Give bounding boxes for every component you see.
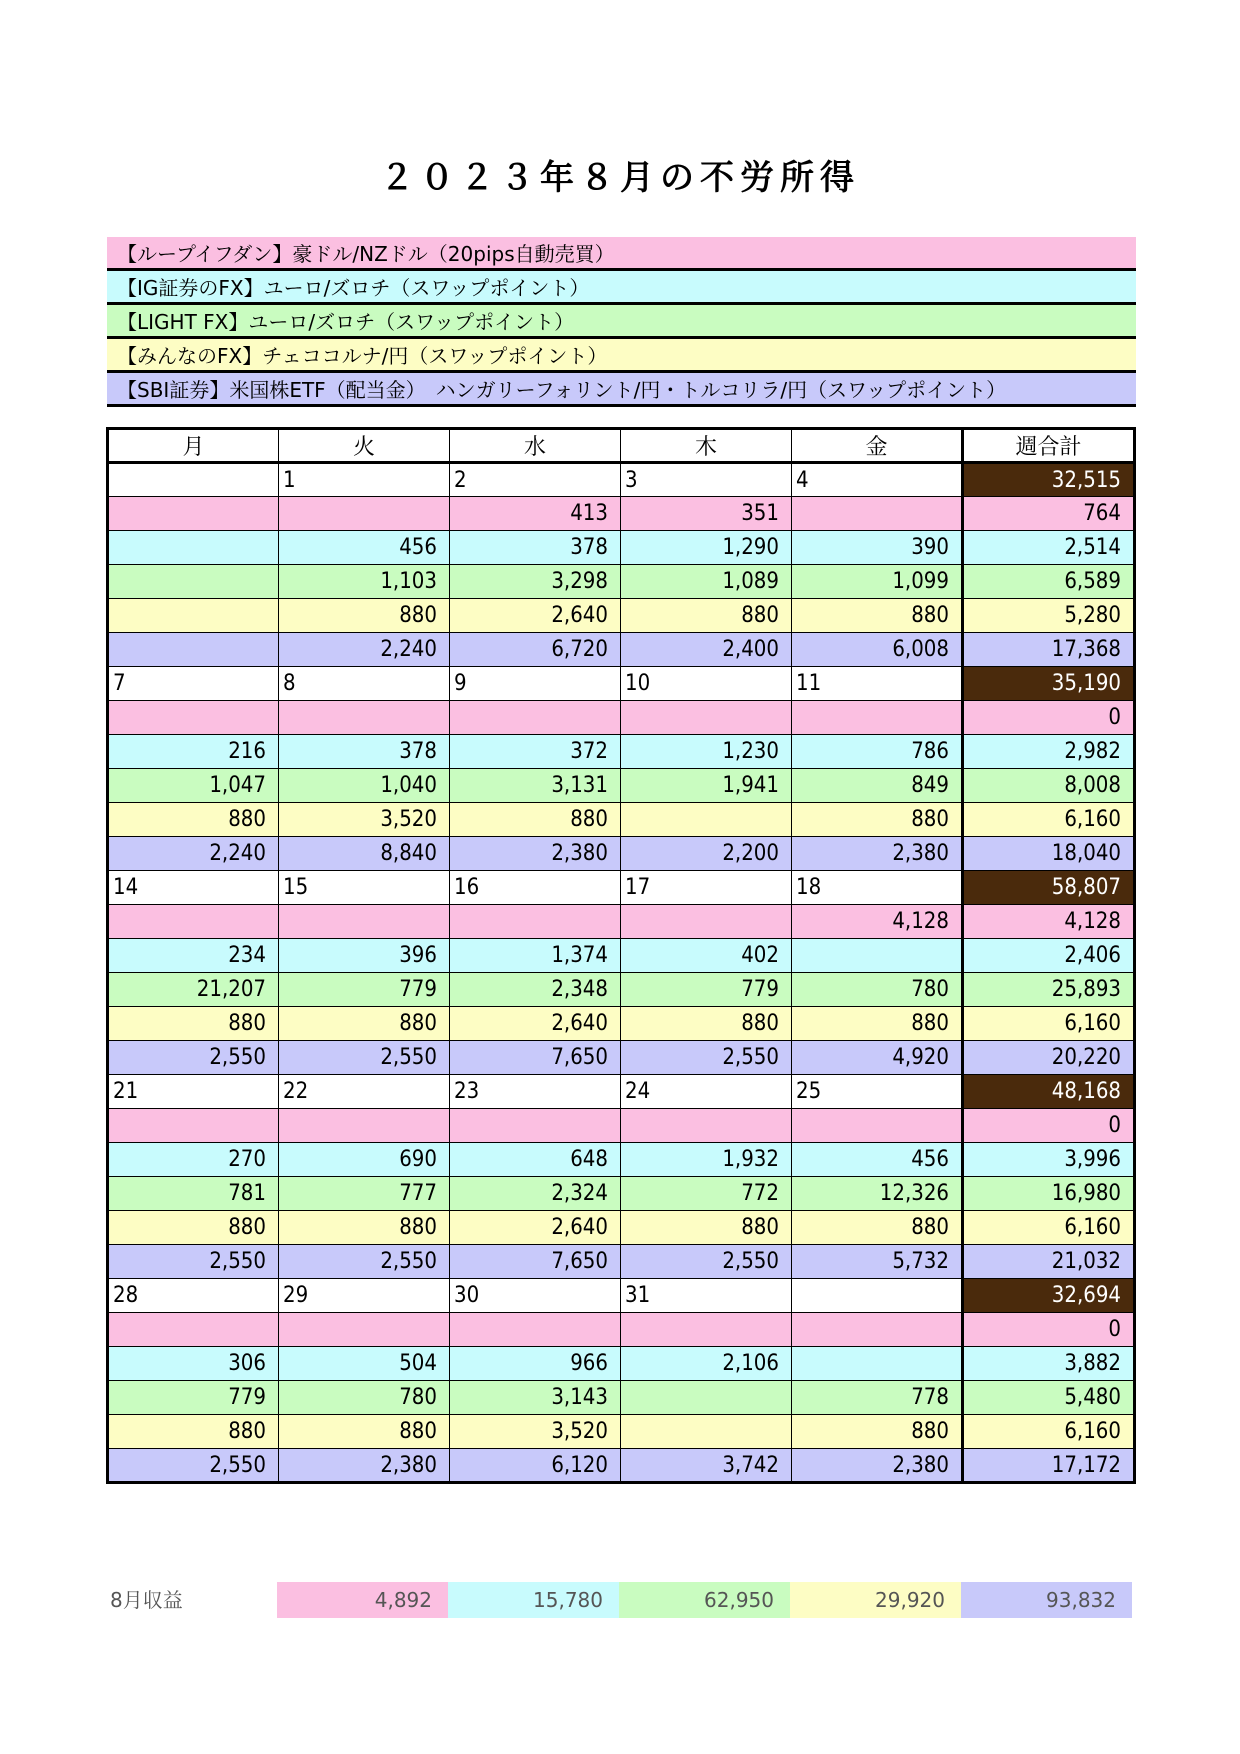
income-row-minna-fx bbox=[108, 1415, 1135, 1449]
value-cell: 880 bbox=[108, 1415, 279, 1449]
value-cell bbox=[792, 701, 963, 735]
value-cell bbox=[621, 1313, 792, 1347]
value-cell bbox=[108, 633, 279, 667]
row-total-cell: 25,893 bbox=[963, 973, 1135, 1007]
week-total-cell: 35,190 bbox=[963, 667, 1135, 701]
legend-item-light-fx: 【LIGHT FX】ユーロ/ズロチ（スワップポイント） bbox=[107, 305, 1136, 339]
value-cell: 4,128 bbox=[792, 905, 963, 939]
date-cell: 18 bbox=[792, 871, 963, 905]
value-cell: 778 bbox=[792, 1381, 963, 1415]
value-cell: 2,400 bbox=[621, 633, 792, 667]
legend-item-minna-fx: 【みんなのFX】チェココルナ/円（スワップポイント） bbox=[107, 339, 1136, 373]
value-cell: 372 bbox=[450, 735, 621, 769]
row-total-cell: 0 bbox=[963, 1109, 1135, 1143]
row-total-cell: 6,160 bbox=[963, 1007, 1135, 1041]
value-cell bbox=[792, 497, 963, 531]
value-cell: 3,520 bbox=[450, 1415, 621, 1449]
row-total-cell: 0 bbox=[963, 701, 1135, 735]
income-row-sbi bbox=[108, 1449, 1135, 1483]
monthly-summary bbox=[106, 1582, 1132, 1618]
value-cell bbox=[621, 1109, 792, 1143]
value-cell: 648 bbox=[450, 1143, 621, 1177]
value-cell: 779 bbox=[279, 973, 450, 1007]
value-cell: 2,324 bbox=[450, 1177, 621, 1211]
value-cell: 2,380 bbox=[792, 1449, 963, 1483]
income-row-ig-fx bbox=[108, 1347, 1135, 1381]
value-cell bbox=[792, 939, 963, 973]
value-cell: 2,550 bbox=[108, 1449, 279, 1483]
value-cell: 779 bbox=[621, 973, 792, 1007]
value-cell: 7,650 bbox=[450, 1245, 621, 1279]
date-cell: 3 bbox=[621, 463, 792, 497]
income-row-loopifdan bbox=[108, 497, 1135, 531]
value-cell bbox=[108, 1109, 279, 1143]
date-cell: 10 bbox=[621, 667, 792, 701]
date-cell: 23 bbox=[450, 1075, 621, 1109]
income-row-ig-fx bbox=[108, 1143, 1135, 1177]
income-row-ig-fx bbox=[108, 531, 1135, 565]
value-cell bbox=[450, 1109, 621, 1143]
value-cell: 306 bbox=[108, 1347, 279, 1381]
value-cell: 12,326 bbox=[792, 1177, 963, 1211]
value-cell: 2,550 bbox=[279, 1041, 450, 1075]
date-cell: 7 bbox=[108, 667, 279, 701]
value-cell: 1,374 bbox=[450, 939, 621, 973]
row-total-cell: 3,882 bbox=[963, 1347, 1135, 1381]
value-cell bbox=[621, 1381, 792, 1415]
legend-item-ig-fx: 【IG証券のFX】ユーロ/ズロチ（スワップポイント） bbox=[107, 271, 1136, 305]
row-total-cell: 6,160 bbox=[963, 803, 1135, 837]
value-cell bbox=[108, 497, 279, 531]
income-row-light-fx bbox=[108, 1381, 1135, 1415]
week-date-row bbox=[108, 1075, 1135, 1109]
legend-item-loopifdan: 【ループイフダン】豪ドル/NZドル（20pips自動売買） bbox=[107, 237, 1136, 271]
value-cell: 880 bbox=[621, 599, 792, 633]
value-cell: 772 bbox=[621, 1177, 792, 1211]
date-cell: 22 bbox=[279, 1075, 450, 1109]
value-cell bbox=[621, 1415, 792, 1449]
income-row-minna-fx bbox=[108, 599, 1135, 633]
value-cell: 880 bbox=[279, 1007, 450, 1041]
value-cell: 6,008 bbox=[792, 633, 963, 667]
value-cell bbox=[108, 701, 279, 735]
row-total-cell: 2,514 bbox=[963, 531, 1135, 565]
date-cell: 1 bbox=[279, 463, 450, 497]
value-cell: 1,099 bbox=[792, 565, 963, 599]
value-cell bbox=[108, 565, 279, 599]
value-cell: 3,131 bbox=[450, 769, 621, 803]
date-cell: 31 bbox=[621, 1279, 792, 1313]
income-row-light-fx bbox=[108, 1177, 1135, 1211]
row-total-cell: 0 bbox=[963, 1313, 1135, 1347]
value-cell: 1,230 bbox=[621, 735, 792, 769]
value-cell: 690 bbox=[279, 1143, 450, 1177]
value-cell: 2,200 bbox=[621, 837, 792, 871]
value-cell: 2,106 bbox=[621, 1347, 792, 1381]
date-cell: 14 bbox=[108, 871, 279, 905]
row-total-cell: 17,368 bbox=[963, 633, 1135, 667]
row-total-cell: 21,032 bbox=[963, 1245, 1135, 1279]
date-cell: 16 bbox=[450, 871, 621, 905]
value-cell: 7,650 bbox=[450, 1041, 621, 1075]
header-weekly-total: 週合計 bbox=[963, 429, 1135, 463]
value-cell: 2,380 bbox=[792, 837, 963, 871]
value-cell: 2,550 bbox=[108, 1245, 279, 1279]
summary-sbi: 93,832 bbox=[961, 1582, 1132, 1618]
date-cell: 17 bbox=[621, 871, 792, 905]
value-cell: 402 bbox=[621, 939, 792, 973]
week-total-cell: 48,168 bbox=[963, 1075, 1135, 1109]
value-cell: 5,732 bbox=[792, 1245, 963, 1279]
date-cell: 2 bbox=[450, 463, 621, 497]
value-cell: 390 bbox=[792, 531, 963, 565]
row-total-cell: 20,220 bbox=[963, 1041, 1135, 1075]
value-cell: 880 bbox=[279, 1415, 450, 1449]
date-cell: 21 bbox=[108, 1075, 279, 1109]
row-total-cell: 17,172 bbox=[963, 1449, 1135, 1483]
value-cell: 216 bbox=[108, 735, 279, 769]
value-cell: 8,840 bbox=[279, 837, 450, 871]
value-cell: 880 bbox=[792, 803, 963, 837]
value-cell: 3,143 bbox=[450, 1381, 621, 1415]
value-cell: 4,920 bbox=[792, 1041, 963, 1075]
legend-item-sbi: 【SBI証券】米国株ETF（配当金） ハンガリーフォリント/円・トルコリラ/円（スワップポイント） bbox=[107, 373, 1136, 407]
row-total-cell: 6,160 bbox=[963, 1415, 1135, 1449]
date-cell: 9 bbox=[450, 667, 621, 701]
value-cell: 779 bbox=[108, 1381, 279, 1415]
week-total-cell: 32,515 bbox=[963, 463, 1135, 497]
value-cell: 880 bbox=[279, 599, 450, 633]
week-date-row bbox=[108, 667, 1135, 701]
date-cell: 15 bbox=[279, 871, 450, 905]
header-day-1: 火 bbox=[279, 429, 450, 463]
value-cell bbox=[450, 1313, 621, 1347]
value-cell: 456 bbox=[792, 1143, 963, 1177]
value-cell: 378 bbox=[450, 531, 621, 565]
value-cell: 234 bbox=[108, 939, 279, 973]
value-cell: 786 bbox=[792, 735, 963, 769]
summary-loopifdan: 4,892 bbox=[277, 1582, 448, 1618]
week-date-row bbox=[108, 1279, 1135, 1313]
value-cell: 3,298 bbox=[450, 565, 621, 599]
date-cell: 4 bbox=[792, 463, 963, 497]
date-cell: 29 bbox=[279, 1279, 450, 1313]
row-total-cell: 5,480 bbox=[963, 1381, 1135, 1415]
value-cell bbox=[621, 701, 792, 735]
income-calendar-table bbox=[106, 427, 1136, 1484]
value-cell: 1,290 bbox=[621, 531, 792, 565]
value-cell bbox=[450, 701, 621, 735]
value-cell: 1,103 bbox=[279, 565, 450, 599]
value-cell: 1,040 bbox=[279, 769, 450, 803]
value-cell: 413 bbox=[450, 497, 621, 531]
value-cell: 6,120 bbox=[450, 1449, 621, 1483]
income-row-loopifdan bbox=[108, 905, 1135, 939]
value-cell: 2,380 bbox=[450, 837, 621, 871]
income-row-ig-fx bbox=[108, 735, 1135, 769]
header-day-4: 金 bbox=[792, 429, 963, 463]
value-cell bbox=[450, 905, 621, 939]
value-cell bbox=[792, 1313, 963, 1347]
value-cell: 966 bbox=[450, 1347, 621, 1381]
row-total-cell: 2,406 bbox=[963, 939, 1135, 973]
value-cell: 2,380 bbox=[279, 1449, 450, 1483]
value-cell bbox=[279, 905, 450, 939]
value-cell: 2,240 bbox=[108, 837, 279, 871]
date-cell: 24 bbox=[621, 1075, 792, 1109]
value-cell: 6,720 bbox=[450, 633, 621, 667]
value-cell: 880 bbox=[792, 1007, 963, 1041]
value-cell: 1,941 bbox=[621, 769, 792, 803]
value-cell: 504 bbox=[279, 1347, 450, 1381]
value-cell: 456 bbox=[279, 531, 450, 565]
value-cell: 880 bbox=[621, 1007, 792, 1041]
income-row-light-fx bbox=[108, 565, 1135, 599]
header-day-3: 木 bbox=[621, 429, 792, 463]
legend bbox=[107, 237, 1136, 407]
row-total-cell: 3,996 bbox=[963, 1143, 1135, 1177]
value-cell: 880 bbox=[108, 1007, 279, 1041]
value-cell: 2,550 bbox=[621, 1245, 792, 1279]
income-row-minna-fx bbox=[108, 803, 1135, 837]
income-row-sbi bbox=[108, 837, 1135, 871]
value-cell: 880 bbox=[792, 1211, 963, 1245]
value-cell: 2,550 bbox=[279, 1245, 450, 1279]
value-cell: 2,550 bbox=[108, 1041, 279, 1075]
header-day-2: 水 bbox=[450, 429, 621, 463]
value-cell: 880 bbox=[279, 1211, 450, 1245]
value-cell: 777 bbox=[279, 1177, 450, 1211]
income-row-sbi bbox=[108, 1245, 1135, 1279]
date-cell bbox=[792, 1279, 963, 1313]
value-cell: 780 bbox=[792, 973, 963, 1007]
date-cell: 8 bbox=[279, 667, 450, 701]
value-cell: 880 bbox=[108, 803, 279, 837]
value-cell bbox=[108, 905, 279, 939]
value-cell: 21,207 bbox=[108, 973, 279, 1007]
value-cell: 1,089 bbox=[621, 565, 792, 599]
value-cell: 781 bbox=[108, 1177, 279, 1211]
value-cell: 780 bbox=[279, 1381, 450, 1415]
value-cell: 2,550 bbox=[621, 1041, 792, 1075]
value-cell: 2,640 bbox=[450, 1211, 621, 1245]
value-cell: 1,932 bbox=[621, 1143, 792, 1177]
income-row-light-fx bbox=[108, 973, 1135, 1007]
income-row-loopifdan bbox=[108, 701, 1135, 735]
summary-minna-fx: 29,920 bbox=[790, 1582, 961, 1618]
date-cell bbox=[108, 463, 279, 497]
summary-ig-fx: 15,780 bbox=[448, 1582, 619, 1618]
week-total-cell: 32,694 bbox=[963, 1279, 1135, 1313]
value-cell: 880 bbox=[108, 1211, 279, 1245]
value-cell: 880 bbox=[450, 803, 621, 837]
value-cell: 1,047 bbox=[108, 769, 279, 803]
value-cell: 351 bbox=[621, 497, 792, 531]
value-cell: 880 bbox=[792, 599, 963, 633]
value-cell: 2,240 bbox=[279, 633, 450, 667]
row-total-cell: 8,008 bbox=[963, 769, 1135, 803]
value-cell: 270 bbox=[108, 1143, 279, 1177]
date-cell: 28 bbox=[108, 1279, 279, 1313]
value-cell bbox=[279, 497, 450, 531]
date-cell: 25 bbox=[792, 1075, 963, 1109]
value-cell: 2,348 bbox=[450, 973, 621, 1007]
summary-light-fx: 62,950 bbox=[619, 1582, 790, 1618]
value-cell: 849 bbox=[792, 769, 963, 803]
summary-label: 8月収益 bbox=[110, 1588, 183, 1612]
value-cell: 3,742 bbox=[621, 1449, 792, 1483]
header-row bbox=[108, 429, 1135, 463]
date-cell: 11 bbox=[792, 667, 963, 701]
value-cell bbox=[792, 1109, 963, 1143]
row-total-cell: 6,589 bbox=[963, 565, 1135, 599]
week-date-row bbox=[108, 463, 1135, 497]
income-row-loopifdan bbox=[108, 1313, 1135, 1347]
header-day-0: 月 bbox=[108, 429, 279, 463]
income-row-minna-fx bbox=[108, 1211, 1135, 1245]
value-cell: 3,520 bbox=[279, 803, 450, 837]
row-total-cell: 764 bbox=[963, 497, 1135, 531]
value-cell: 2,640 bbox=[450, 1007, 621, 1041]
week-date-row bbox=[108, 871, 1135, 905]
value-cell: 378 bbox=[279, 735, 450, 769]
row-total-cell: 5,280 bbox=[963, 599, 1135, 633]
value-cell bbox=[279, 701, 450, 735]
value-cell bbox=[108, 599, 279, 633]
value-cell bbox=[792, 1347, 963, 1381]
income-row-minna-fx bbox=[108, 1007, 1135, 1041]
value-cell bbox=[621, 905, 792, 939]
income-row-sbi bbox=[108, 633, 1135, 667]
row-total-cell: 16,980 bbox=[963, 1177, 1135, 1211]
income-row-loopifdan bbox=[108, 1109, 1135, 1143]
row-total-cell: 2,982 bbox=[963, 735, 1135, 769]
value-cell: 880 bbox=[621, 1211, 792, 1245]
value-cell: 880 bbox=[792, 1415, 963, 1449]
date-cell: 30 bbox=[450, 1279, 621, 1313]
income-row-sbi bbox=[108, 1041, 1135, 1075]
row-total-cell: 6,160 bbox=[963, 1211, 1135, 1245]
income-row-ig-fx bbox=[108, 939, 1135, 973]
value-cell bbox=[279, 1313, 450, 1347]
value-cell: 2,640 bbox=[450, 599, 621, 633]
value-cell: 396 bbox=[279, 939, 450, 973]
income-row-light-fx bbox=[108, 769, 1135, 803]
row-total-cell: 18,040 bbox=[963, 837, 1135, 871]
week-total-cell: 58,807 bbox=[963, 871, 1135, 905]
row-total-cell: 4,128 bbox=[963, 905, 1135, 939]
value-cell bbox=[279, 1109, 450, 1143]
value-cell bbox=[621, 803, 792, 837]
value-cell bbox=[108, 531, 279, 565]
page-title: ２０２３年８月の不労所得 bbox=[380, 158, 860, 198]
value-cell bbox=[108, 1313, 279, 1347]
